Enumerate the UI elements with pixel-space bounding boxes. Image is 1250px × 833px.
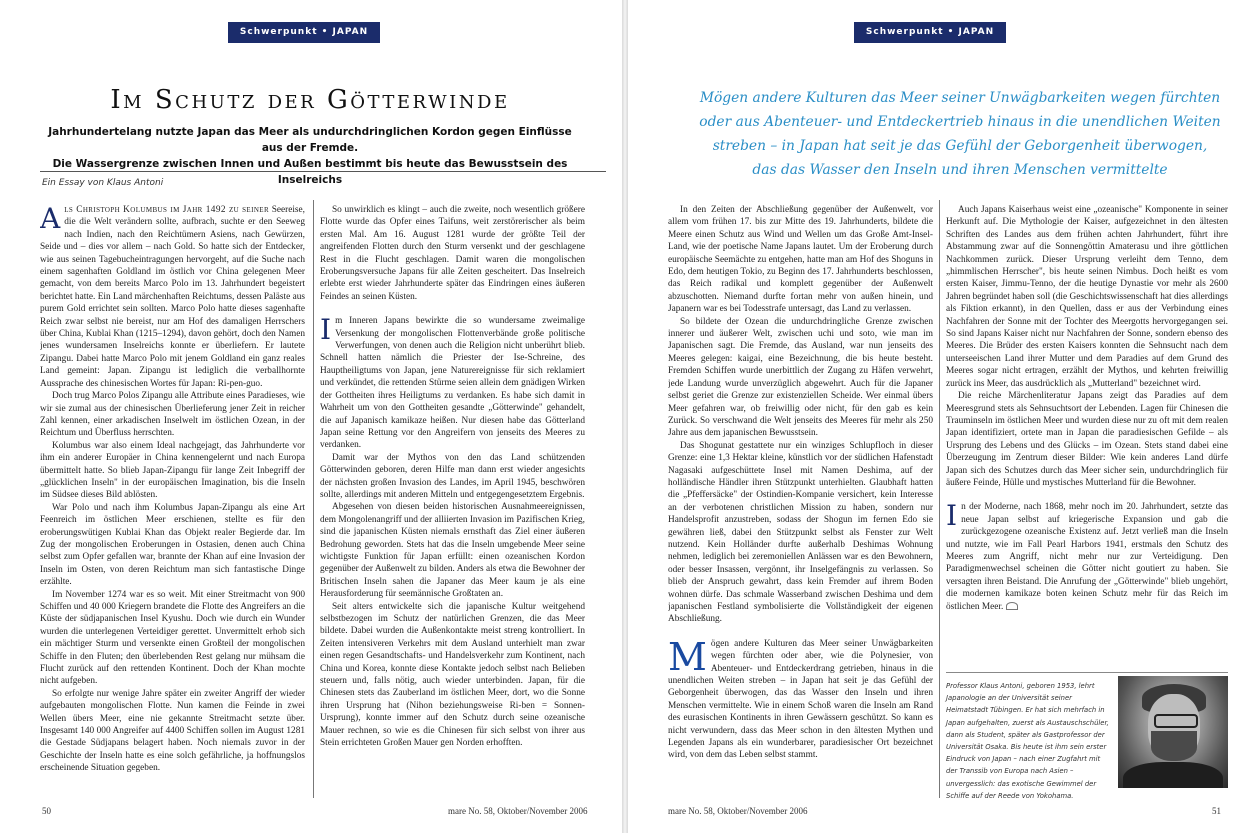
paragraph: [40, 204, 305, 390]
paragraph: Doch trug Marco Polos Zipangu alle Attribute eines Paradieses, wie wir sie zumal aus der chinesischen Überlieferung jener Zeit in reicher Zahl kennen, einer arkadischen Inselwelt im östlichen Ozean, in der Reichtum und Überfluss herrschten.: [40, 391, 305, 439]
article-title: Im Schutz der Götterwinde: [110, 85, 510, 115]
pull-quote-line-4: das das Wasser den Inseln und ihren Menschen vermittelte: [752, 162, 1168, 178]
paragraph: Die reiche Märchenliteratur Japans zeigt das Paradies auf dem Meeresgrund stets als Sehnsuchtsort der Lebenden. Lagen für Chinesen die Trauminseln im östlichen Meer und wurden diese nur zu oft mit dem realen Japan identifiziert, ortete man in Japan die paradiesischen Gefilde – als Ursprung des Lebens und des Glücks – im Ozean. Stets stand dabei eine Überzeugung im Zentrum dieser Bilder: Wie kein anderes Land dürfe Japan sich des Schutzes durch das Meer sicher sein, undurchdringlich für äußere Feinde, Hülle und mystisches Mutterland für die Bewohner.: [946, 391, 1228, 488]
paragraph: [668, 634, 933, 762]
drop-cap: M: [668, 634, 707, 679]
subtitle-line-1: Jahrhundertelang nutzte Japan das Meer als undurchdringlichen Kordon gegen Einflüsse aus der Fremde.: [48, 126, 572, 154]
drop-cap: A: [40, 204, 61, 235]
paragraph: Abgesehen von diesen beiden historischen Ausnahmeereignissen, dem Mongolenangriff und der alliierten Invasion im Pazifischen Krieg, sind die japanischen Küsten niemals ernsthaft das Ziel einer äußeren Bedrohung geworden. Stets hat das die Inseln umgebende Meer seine wichtigste Funktion für Japan erfüllt: einen ozeanischen Kordon gegenüber der Außenwelt zu bilden. Anders als etwa die Bewohner der Britischen Inseln sahen die Japaner das Meer kaum je als eine Herausforderung für seemännische Großtaten an.: [320, 502, 585, 600]
paragraph: Das Shogunat gestattete nur ein winziges Schlupfloch in dieser Grenze: eine 1,3 Hektar kleine, künstlich vor der südlichen Hafenstadt Nagasaki aufgeschüttete Insel mit Namen Deshima, auf der holländische Händler ihren Stützpunkt unterhielten. Glaubhaft hatten die „Pfeffersäcke" der Ostindien-Kompanie versichert, kein Interesse an der verbotenen christlichen Mission zu haben, sondern nur Handelsprofit anzustreben, sodass der Shogun im fernen Edo sie gewähren ließ, dabei den Stützpunkt selbst als Fenster zur Welt nutzend. Kein Holländer durfte außerhalb Deshimas Wohnung nehmen, lediglich bei zeremoniellen Anlässen war es den Bewohnern, oder besser Insassen, vergönnt, ihr Inselgefängnis zu verlassen. So blieb der Anspruch gewahrt, dass kein Fremder auf ihrem Boden wohnen dürfe. Das schmale Wasserband zwischen Deshima und dem japanischen Festland symbolisierte die Vollständigkeit der eigenen Abschließung.: [668, 440, 933, 625]
paragraph: [946, 501, 1228, 613]
pull-quote-line-2: oder aus Abenteuer- und Entdeckertrieb hinaus in die unendlichen Weiten: [699, 114, 1221, 130]
paragraph: Kolumbus war also einem Ideal nachgejagt, das Jahrhunderte vor ihm ein anderer Europäer in China kennengelernt und nach Europa übermittelt hatte. So blieb Japan-Zipangu für lange Zeit Inbegriff der „glücklichen Inseln" in der europäischen Imagination, bis die Inseln im Südsee dieses Bild ablösten.: [40, 440, 305, 501]
paragraph: Im November 1274 war es so weit. Mit einer Streitmacht von 900 Schiffen und 40 000 Kriegern brandete die Flotte des Angreifers an die Küste der südjapanischen Insel Kyushu. Doch wie durch ein Wunder wurden die unterlegenen Verteidiger gerettet. Unvermittelt erhob sich ein mächtiger Sturm und versenkte einen Großteil der mongolischen Schiffe in den Fluten; den überlebenden Rest gelang nur mühsam die Flucht zurück auf den rettenden Kontinent. Doch der Khan mochte nicht aufgeben.: [40, 589, 305, 687]
author-photo: [1118, 676, 1228, 788]
caption-rule: [946, 672, 1228, 673]
text-column-2: [320, 204, 585, 798]
paragraph: So unwirklich es klingt – auch die zweite, noch wesentlich größere Flotte wurde das Opfer eines Taifuns, weit zerstörerischer als beim ersten Mal. Am 16. August 1281 wurde der größte Teil der angreifenden Flotten durch den Sturm versenkt und der geschlagene Rest in die Flucht geschlagen. Damit waren die mongolischen Eroberungsversuche Japans für alle Zeiten gescheitert. Das Inselreich erlebte erst wieder Jahrhunderte später das Eindringen eines äußeren Feindes an seinen Küsten.: [320, 205, 585, 302]
text-column-4: [946, 204, 1228, 664]
title-rule: [40, 171, 606, 172]
paragraph-text: m Inneren Japans bewirkte die so wundersame zweimalige Versenkung der mongolischen Flottenverbände große politische Verwerfungen, von denen auch die Religion nicht unberührt blieb. Schnell hatten nämlich die Priester der Ise-Schreine, des Hauptheiligtums von Japan, jene Naturereignisse für sich reklamiert und verkündet, die rettenden Stürme seien allein dem gnädigen Wirken der Gottheiten ihres Heiligtums zu verdanken. Es habe sich damit in Wahrheit um von den Gottheiten gesandte „Götterwinde" gehandelt, die auf Japanisch kamikaze heißen. Nur diesen habe das Götterland Japan seine Rettung vor den Angreifern von jenseits des Meeres zu verdanken.: [320, 316, 585, 451]
subtitle-line-2: Die Wassergrenze zwischen Innen und Außen bestimmt bis heute das Bewusstsein des Inselreichs: [52, 158, 568, 186]
paragraph-text: Seereise, die die Welt verändern sollte, aufbrach, suchte er den Seeweg nach Indien, nach den Reichtümern Asiens, nach Gewürzen, Seide und – dies vor allem – nach Gold. So hatte sich der Entdecker, wie aus seinen Tagebucheintragungen hervorgeht, auf die Suche nach einem sagenhaften Goldland im östlich vor China gelegenen Meer gemacht, von dem bereits Marco Polo im 13. Jahrhundert begeistert berichtet hatte. Ein Land märchenhaften Reichtums, dessen Paläste aus purem Gold errichtet sein sollten. Marco Polo hatte dieses sagenhafte Reich zwar selbst nie bereist, nur am Hof des damaligen Herrschers über China, Kublai Khan (1215–1294), davon gehört, doch den Namen jenes wundersamen Inselreichs konnte er überliefern. Er lautete Zipangu. Dabei hatte Marco Polo mit jenem Goldland ein ganz reales Land gemeint: Japan. Zipangu ist lediglich die verballhornte Aussprache des chinesischen Wortes für Japan: Ri-pen-guo.: [40, 205, 305, 389]
paragraph: Damit war der Mythos von den das Land schützenden Götterwinden geboren, deren Hilfe man dann erst wieder angesichts der nächsten großen Invasion des Landes, im April 1945, beschwören sollte, allerdings mit anderen Mitteln und entgegengesetztem Ergebnis.: [320, 452, 585, 500]
paragraph-text: n der Moderne, nach 1868, mehr noch im 20. Jahrhundert, setzte das neue Japan selbst auf kriegerische Expansion und gab die zurückgezogene ozeanische Existenz auf. Jetzt verließ man die Inseln und nutzte, wie im Fall Pearl Harbors 1941, erstmals den Schutz des Meeres zum Angriff, nicht mehr nur zur Verteidigung. Den Paradigmenwechsel scheinen die Götter nicht goutiert zu haben. Sie versagten ihren Beistand. Die Anrufung der „Götterwinde" blieb ungehört, die modernen kamikaze boten keinen Schutz mehr für das Reich im östlichen Meer.: [946, 502, 1228, 612]
paragraph-text: ögen andere Kulturen das Meer seiner Unwägbarkeiten wegen fürchten oder aber, wie die Polynesier, von Abenteuer- und Entdeckerdrang getrieben, hinaus in die unendlichen Weiten streben – in Japan hat seit je das Gefühl der Geborgenheit überwogen, das das Wasser den Inseln und ihren Menschen vermittelte. Wie in einem Schoß waren die Inseln am Rand des eurasischen Kontinents in ihren Gewässern geschützt. So kann es nicht verwundern, dass das Meer schon in den ältesten Mythen und Legenden Japans als ein wunderbarer, paradiesischer Ort bezeichnet wird, von dem das Leben selbst stammt.: [668, 638, 933, 761]
column-divider-right: [939, 200, 940, 798]
folio-left: mare No. 58, Oktober/November 2006: [448, 806, 588, 816]
paragraph: War Polo und nach ihm Kolumbus Japan-Zipangu als eine Art Feenreich im östlichen Meer erschienen, stellte es für den eroberungswütigen Kublai Khan das Objekt realer Begierde dar. Im Zug der mongolischen Eroberungen in Ostasien, denen auch China selbst zum Opfer gefallen war, brannte der Khan auf eine Invasion der Inseln im Osten, von deren Reichtum man sich fantastische Dinge erzählte.: [40, 502, 305, 588]
section-tag-left: Schwerpunkt • JAPAN: [228, 22, 380, 43]
author-caption: Professor Klaus Antoni, geboren 1953, lehrt Japanologie an der Universität seiner Heimatstadt Tübingen. Er hat sich mehrfach in Japan aufgehalten, zuerst als Austauschschüler, dann als Student, später als Gastprofessor der Universität Osaka. Bis heute ist ihm sein erster Eindruck von Japan – nach einer Zugfahrt mit der Transsib von Europa nach Asien – unvergesslich: das exotische Gewimmel der Schiffe auf der Reede von Yokohama.: [946, 682, 1109, 800]
text-column-3: [668, 204, 933, 798]
column-divider-left: [313, 200, 314, 798]
lead-in: ls Christoph Kolumbus im Jahr 1492 zu seiner: [64, 205, 270, 215]
pull-quote-line-1: Mögen andere Kulturen das Meer seiner Unwägbarkeiten wegen fürchten: [699, 90, 1221, 106]
page-number-right: 51: [1212, 806, 1221, 816]
paragraph: In den Zeiten der Abschließung gegenüber der Außenwelt, vor allem vom frühen 17. bis zur Mitte des 19. Jahrhunderts, bildete die Meere einen Schutz aus Wind und Wellen um das Große Amt-Insel-Land, wie der poetische Name Japans lautet. Um der Eroberung durch europäische Seemächte zu entgehen, hatte man am Hof des Shoguns in Edo, dem heutigen Tokio, zu Beginn des 17. Jahrhunderts beschlossen, das Reich radikal und komplett gegenüber der Außenwelt abzuschotten. Niemand durfte fortan mehr von außen hinein, und Japanern war es bei Todesstrafe untersagt, das Land zu verlassen.: [668, 205, 933, 315]
author-byline: Ein Essay von Klaus Antoni: [42, 178, 164, 188]
paragraph: Seit alters entwickelte sich die japanische Kultur weitgehend selbstbezogen im Schutz der natürlichen Grenzen, die das Meer bildete. Dabei wurden die Außenkontakte meist streng kontrolliert. In Zeiten intensiveren Verkehrs mit dem Ausland unterhielt man zwar einen regen Gesandtschafts- und Handelsverkehr zum Kontinent, nach China und Korea, konnte diese Kontakte jedoch selbst nach Belieben steuern und, falls nötig, auch wieder unterbinden. Japan, für die Chinesen stets das Zauberland im östlichen Meer, dort, wo die Sonne ihren Ursprung hat (Nihon beziehungsweise Ri-ben = Sonnen-Ursprung), konnte immer auf den Schutz durch seine ozeanische Mauer rechnen, so wie es die Chinesen für sich selbst von ihrer aus Stein errichteten Großen Mauer gen Norden erhofften.: [320, 601, 585, 749]
end-mark-icon: [1006, 602, 1018, 610]
page-number-left: 50: [42, 806, 51, 816]
folio-right: mare No. 58, Oktober/November 2006: [668, 806, 808, 816]
paragraph: So bildete der Ozean die undurchdringliche Grenze zwischen innerer und äußerer Welt, zwischen uchi und soto, wie man im Japanischen sagt. Die Fremde, das Ausland, war nun jenseits des Meeres gelegen: kaigai, eine Bezeichnung, die bis heute besteht. Fremden Schiffen wurde unerbittlich der Zugang zu Häfen verwehrt, jede Landung wurde unverzüglich abgewehrt. Auch für die Japaner selbst geriet die Grenze zur existenziellen Scheide. Wer einmal übers Meer gefahren war, ob freiwillig oder nicht, für den gab es kein Zurück. So verschwand die Welt jenseits des Meeres für mehr als 250 Jahre aus dem japanischen Bewusstsein.: [668, 316, 933, 439]
paragraph: So erfolgte nur wenige Jahre später ein zweiter Angriff der wieder aufgebauten mongolischen Flotte. Nun kamen die Feinde in zwei Wellen übers Meer, eine nie gekannte Streitmacht setzte über. Insgesamt 140 000 Angreifer auf 4400 Schiffen sollen im August 1281 die Gestade Südjapans belagert haben. Noch niemals zuvor in der Geschichte der Inseln hatte es eine solch gefährliche, ja hoffnungslos erscheinende Situation gegeben.: [40, 688, 305, 774]
drop-cap: I: [946, 499, 958, 533]
pull-quote: [690, 86, 1230, 182]
drop-cap: I: [320, 313, 332, 347]
paragraph: Auch Japans Kaiserhaus weist eine „ozeanische" Komponente in seiner Herkunft auf. Die Mythologie der Kaiser, aufgezeichnet in den ältesten Schriften des Landes aus dem frühen achten Jahrhundert, führt ihre Abstammung zwar auf die Sonnengöttin Amaterasu und ihre göttlichen Nachkommen zurück. Dieser Ursprung verleiht dem Tenno, dem „himmlischen Herrscher", bis heute seinen Nimbus. Doch heißt es vom ersten Kaiser, Jimmu-Tenno, der die heutige Dynastie vor mehr als 2600 Jahren begründet haben soll (die Geschichtswissenschaft hat dies allerdings als Fiktion erkannt), in den Quellen, dass er aus der Verbindung eines Nachfahren der Sonne mit der Tochter des Meergotts hervorgegangen sei. So sind Japans Kaiser nicht nur Nachfahren der Sonne, sondern ebenso des Meeres. Die Brüder des ersten Kaisers konnten die Sehnsucht nach dem unterseeischen Land ihrer Mutter und dem Paradies auf dem Grund des Meeres sogar nicht ertragen, erzählt der Mythos, und kehrten freiwillig zurück ins Meer, das ausdrücklich als „Mutterland" bezeichnet wird.: [946, 205, 1228, 389]
paragraph: [320, 315, 585, 451]
text-column-1: [40, 204, 305, 798]
pull-quote-line-3: streben – in Japan hat seit je das Gefühl der Geborgenheit überwogen,: [712, 138, 1208, 154]
section-tag-right: Schwerpunkt • JAPAN: [854, 22, 1006, 43]
